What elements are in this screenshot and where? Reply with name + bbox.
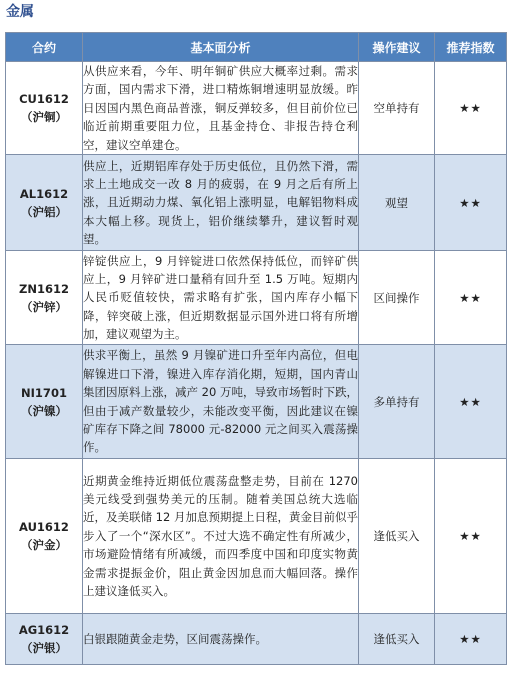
advice-cell: 多单持有 [359,345,435,459]
contract-code: CU1612 [19,92,69,107]
contract-code: NI1701 [21,385,67,400]
contract-cell [6,62,83,155]
fundamentals-table [5,32,507,665]
analysis-cell: 从供应来看，今年、明年铜矿供应大概率过剩。需求方面，国内需求下滑，进口精炼铜增速明显放缓。昨日因国内黑色商品普涨，铜反弹较多，但目前价位已临近前期重要阻力位，且基金持仓、非报告持仓利空，建议空单建仓。 [83,62,359,155]
table-row [6,62,507,155]
header-analysis: 基本面分析 [83,33,359,62]
advice-cell: 观望 [359,155,435,251]
analysis-cell: 近期黄金维持近期低位震荡盘整走势，目前在 1270 美元线受到强势美元的压制。随着美国总统大选临近，及美联储 12 月加息预期提上日程，黄金目前似乎步入了一个“深水区”。不过大选不确定性有所减少，市场避险情绪有所减缓，而四季度中国和印度实物黄金需求提振金价，阻止黄金因加息而大幅回落。操作上建议逢低买入。 [83,459,359,614]
star-rating: ★★ [435,345,507,459]
table-row [6,614,507,665]
star-rating: ★★ [435,62,507,155]
star-rating: ★★ [435,459,507,614]
analysis-cell: 供应上，近期铝库存处于历史低位，且仍然下滑，需求上土地成交一改 8 月的疲弱，在 9 月之后有所上涨，且近期动力煤、氧化铝上涨明显，电解铝物料成本大幅上移。现货上，铝价继续攀升，建议暂时观望。 [83,155,359,251]
contract-cell [6,155,83,251]
advice-cell: 区间操作 [359,251,435,345]
analysis-cell: 供求平衡上，虽然 9 月镍矿进口升至年内高位，但电解镍进口下滑，镍进入库存消化期，短期，国内青山集团因原料上涨，减产 20 万吨，导致市场暂时下跌，但由于减产数量较少，未能改变平衡，因此建议在镍矿库存下降之间 78000 元-82000 元之间买入震荡操作。 [83,345,359,459]
star-rating: ★★ [435,155,507,251]
contract-cell [6,251,83,345]
contract-code: AG1612 [18,623,70,638]
section-title: 金属 [6,4,34,20]
contract-code: AL1612 [19,186,69,201]
advice-cell: 逢低买入 [359,614,435,665]
contract-cell [6,345,83,459]
contract-cell [6,614,83,665]
advice-cell: 逢低买入 [359,459,435,614]
star-rating: ★★ [435,251,507,345]
contract-name: （沪铜） [21,110,67,125]
header-rating: 推荐指数 [435,33,507,62]
table-row [6,459,507,614]
advice-cell: 空单持有 [359,62,435,155]
contract-name: （沪镍） [21,403,67,418]
table-row [6,155,507,251]
contract-name: （沪金） [21,538,67,553]
contract-name: （沪银） [21,641,67,656]
header-advice: 操作建议 [359,33,435,62]
star-rating: ★★ [435,614,507,665]
table-row [6,345,507,459]
contract-name: （沪铝） [21,204,67,219]
table-row [6,251,507,345]
analysis-cell: 锌锭供应上，9 月锌锭进口依然保持低位，而锌矿供应上，9 月锌矿进口量稍有回升至 1.5 万吨。短期内人民币贬值较快，需求略有扩张，国内库存小幅下降，锌突破上涨，但近期数据显示国外进口将有所增加，建议观望为主。 [83,251,359,345]
analysis-cell: 白银跟随黄金走势，区间震荡操作。 [83,614,359,665]
contract-code: AU1612 [19,520,69,535]
table-header-row [6,33,507,62]
header-contract: 合约 [6,33,83,62]
contract-name: （沪锌） [21,299,67,314]
contract-code: ZN1612 [19,281,69,296]
contract-cell [6,459,83,614]
